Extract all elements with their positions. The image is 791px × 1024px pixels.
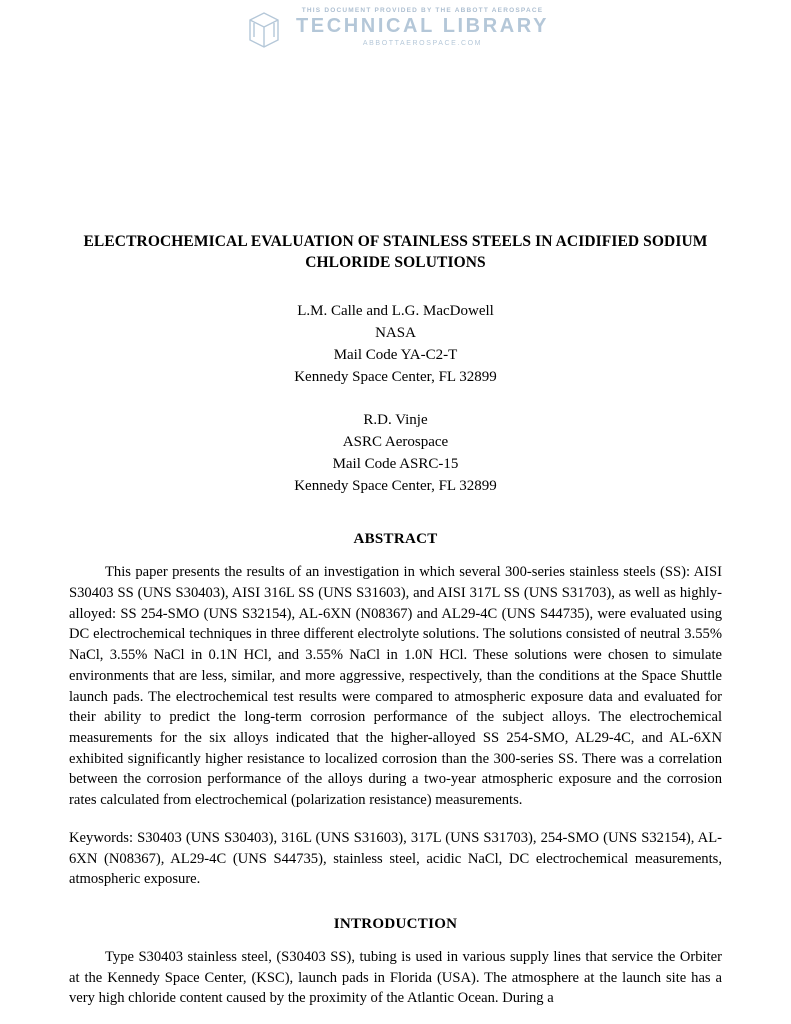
abstract-heading: ABSTRACT [353, 531, 438, 548]
author-organization-secondary: ASRC Aerospace [342, 434, 449, 451]
watermark-main-line: TECHNICAL LIBRARY [295, 15, 550, 38]
author-block-secondary [69, 409, 722, 497]
author-names-primary: L.M. Calle and L.G. MacDowell [297, 302, 494, 319]
introduction-heading: INTRODUCTION [333, 916, 458, 932]
author-address-primary: Kennedy Space Center, FL 32899 [294, 368, 497, 385]
author-organization-primary: NASA [375, 324, 416, 341]
author-names-secondary: R.D. Vinje [363, 412, 428, 429]
author-mailcode-secondary: Mail Code ASRC-15 [332, 456, 459, 473]
watermark-top-line: THIS DOCUMENT PROVIDED BY THE ABBOTT AEROSPACE [301, 7, 544, 15]
keywords-text: Keywords: S30403 (UNS S30403), 316L (UNS S31603), 317L (UNS S31703), 254-SMO (UNS S32154), AL-6XN (N08367), AL29-4C (UNS S44735), stainless steel, acidic NaCl, DC electrochemical measurements, atmospheric exposure. [69, 829, 722, 888]
paper-title: ELECTROCHEMICAL EVALUATION OF STAINLESS STEELS IN ACIDIFIED SODIUM CHLORIDE SOLUTIONS [83, 233, 708, 271]
watermark-sub-line: ABBOTTAEROSPACE.COM [362, 40, 483, 48]
author-mailcode-primary: Mail Code YA-C2-T [333, 346, 458, 363]
author-block-primary [69, 300, 722, 388]
author-address-secondary: Kennedy Space Center, FL 32899 [294, 478, 497, 495]
abstract-text: This paper presents the results of an investigation in which several 300-series stainless steels (SS): AISI S30403 SS (UNS S30403), AISI 316L SS (UNS S31603), and AISI 317L SS (UNS S31703), as well as highly-alloyed: SS 254-SMO (UNS S32154), AL-6XN (N08367) and AL29-4C (UNS S44735), were evaluated using DC electrochemical techniques in three different electrolyte solutions. The solutions consisted of neutral 3.55% NaCl, 3.55% NaCl in 0.1N HCl, and 3.55% NaCl in 1.0N HCl. These solutions were chosen to simulate environments that are less, similar, and more aggressive, respectively, than the conditions at the Space Shuttle launch pads. The electrochemical test results were compared to atmospheric exposure data and evaluated for their ability to predict the long-term corrosion performance of the subject alloys. The electrochemical measurements for the six alloys indicated that the higher-alloyed SS 254-SMO, AL29-4C, and AL-6XN exhibited significantly higher resistance to localized corrosion than the 300-series SS. There was a correlation between the corrosion performance of the alloys during a two-year atmospheric exposure and the corrosion rates calculated from electrochemical (polarization resistance) measurements. [69, 564, 722, 809]
introduction-text: Type S30403 stainless steel, (S30403 SS), tubing is used in various supply lines that service the Orbiter at the Kennedy Space Center, (KSC), launch pads in Florida (USA). The atmosphere at the launch site has a very high chloride content caused by the proximity of the Atlantic Ocean. During a [69, 949, 722, 1007]
